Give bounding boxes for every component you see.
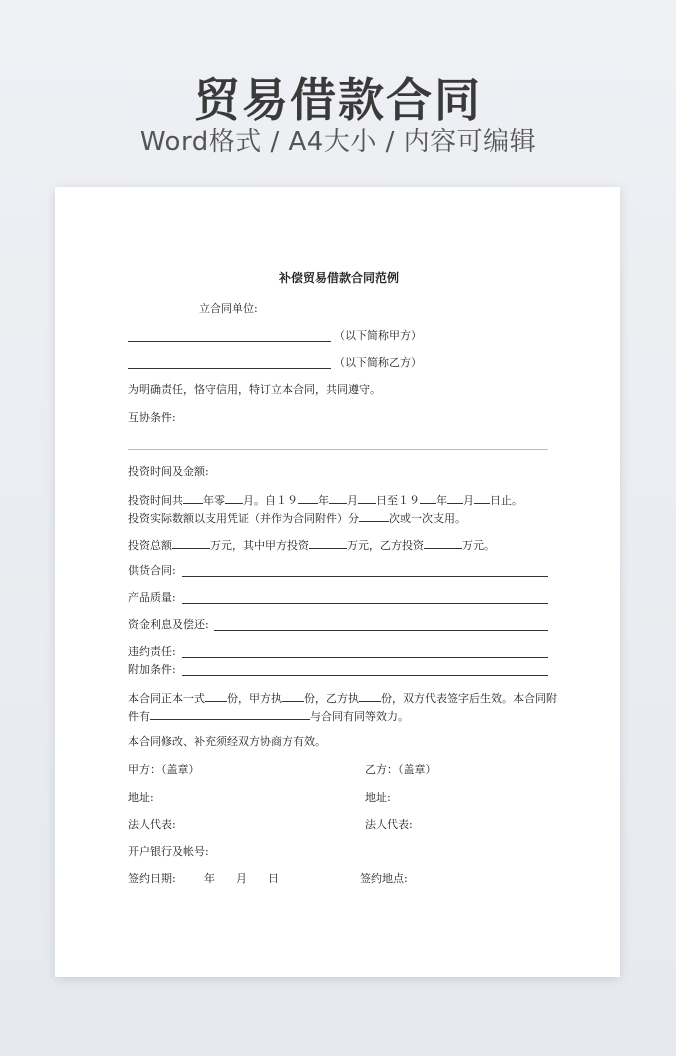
party-b-copies-blank[interactable] bbox=[359, 690, 381, 702]
product-quality-blank[interactable] bbox=[182, 603, 548, 604]
supply-contract-blank[interactable] bbox=[182, 576, 548, 577]
invest-time-text: 日至１９ bbox=[376, 494, 420, 507]
investment-total-text: 投资总额 bbox=[128, 539, 172, 552]
start-year-blank[interactable] bbox=[298, 492, 318, 504]
signing-date: 签约日期: bbox=[128, 872, 176, 885]
product-quality-label: 产品质量: bbox=[128, 591, 176, 604]
bank-account: 开户银行及帐号: bbox=[128, 845, 209, 858]
copies-text: 本合同正本一式 bbox=[128, 692, 205, 705]
copies-text: 与合同有同等效力。 bbox=[310, 710, 409, 723]
years-blank[interactable] bbox=[183, 492, 203, 504]
amendment-clause: 本合同修改、补充须经双方协商方有效。 bbox=[128, 735, 326, 748]
party-a-amount-blank[interactable] bbox=[309, 537, 347, 549]
extra-conditions-label: 附加条件: bbox=[128, 663, 176, 676]
party-a-copies-blank[interactable] bbox=[282, 690, 304, 702]
signing-year: 年 bbox=[204, 872, 215, 885]
copies-line-2 bbox=[128, 708, 409, 724]
party-b-address: 地址: bbox=[365, 791, 391, 804]
liability-blank[interactable] bbox=[182, 657, 548, 658]
invest-time-text: 日止。 bbox=[490, 494, 523, 507]
banner-title: 贸易借款合同 bbox=[194, 73, 482, 127]
invest-time-text: 月 bbox=[347, 494, 358, 507]
interest-repayment-blank[interactable] bbox=[214, 630, 548, 631]
party-b-representative: 法人代表: bbox=[365, 818, 413, 831]
attachments-blank[interactable] bbox=[150, 708, 310, 720]
months-blank[interactable] bbox=[225, 492, 243, 504]
end-day-blank[interactable] bbox=[474, 492, 490, 504]
actual-funds-line bbox=[128, 510, 466, 526]
installments-blank[interactable] bbox=[359, 510, 389, 522]
investment-total-text: 万元。 bbox=[462, 539, 495, 552]
total-amount-blank[interactable] bbox=[172, 537, 210, 549]
end-month-blank[interactable] bbox=[447, 492, 463, 504]
party-a-note: （以下简称甲方） bbox=[334, 329, 422, 342]
terms-label: 互协条件: bbox=[128, 411, 176, 424]
actual-funds-text: 次或一次支用。 bbox=[389, 512, 466, 525]
document-title: 补偿贸易借款合同范例 bbox=[279, 271, 400, 285]
invest-time-text: 投资时间共 bbox=[128, 494, 183, 507]
extra-conditions-blank[interactable] bbox=[182, 675, 548, 676]
party-a-address: 地址: bbox=[128, 791, 154, 804]
start-month-blank[interactable] bbox=[329, 492, 347, 504]
document-page bbox=[55, 187, 620, 977]
interest-repayment-label: 资金利息及偿还: bbox=[128, 618, 209, 631]
signing-month: 月 bbox=[236, 872, 247, 885]
banner-subtitle: Word格式 / A4大小 / 内容可编辑 bbox=[139, 127, 537, 157]
copies-text: 份，乙方执 bbox=[304, 692, 359, 705]
party-a-blank[interactable] bbox=[128, 341, 331, 342]
invest-time-text: 月。自１９ bbox=[243, 494, 298, 507]
copies-count-blank[interactable] bbox=[205, 690, 227, 702]
party-b-blank[interactable] bbox=[128, 368, 331, 369]
signing-place: 签约地点: bbox=[360, 872, 408, 885]
start-day-blank[interactable] bbox=[358, 492, 376, 504]
invest-time-text: 月 bbox=[463, 494, 474, 507]
invest-time-line bbox=[128, 492, 523, 508]
supply-contract-label: 供货合同: bbox=[128, 564, 176, 577]
liability-label: 违约责任: bbox=[128, 645, 176, 658]
investment-total-text: 万元，其中甲方投资 bbox=[210, 539, 309, 552]
copies-text: 份，双方代表签字后生效。本合同附 bbox=[381, 692, 557, 705]
party-b-note: （以下简称乙方） bbox=[334, 356, 422, 369]
end-year-blank[interactable] bbox=[420, 492, 436, 504]
copies-text: 件有 bbox=[128, 710, 150, 723]
invest-time-text: 年零 bbox=[203, 494, 225, 507]
section-divider bbox=[128, 449, 548, 450]
actual-funds-text: 投资实际数额以支用凭证（并作为合同附件）分 bbox=[128, 512, 359, 525]
contract-unit-label: 立合同单位: bbox=[199, 302, 258, 315]
investment-total-line bbox=[128, 537, 495, 553]
invest-time-text: 年 bbox=[436, 494, 447, 507]
copies-text: 份，甲方执 bbox=[227, 692, 282, 705]
party-a-representative: 法人代表: bbox=[128, 818, 176, 831]
party-b-amount-blank[interactable] bbox=[424, 537, 462, 549]
investment-total-text: 万元，乙方投资 bbox=[347, 539, 424, 552]
copies-line-1 bbox=[128, 690, 557, 706]
signing-day: 日 bbox=[268, 872, 279, 885]
intro-paragraph: 为明确责任，恪守信用，特订立本合同，共同遵守。 bbox=[128, 383, 381, 396]
invest-time-label: 投资时间及金额: bbox=[128, 465, 209, 478]
party-a-seal: 甲方：（盖章） bbox=[128, 763, 200, 776]
invest-time-text: 年 bbox=[318, 494, 329, 507]
party-b-seal: 乙方：（盖章） bbox=[365, 763, 437, 776]
